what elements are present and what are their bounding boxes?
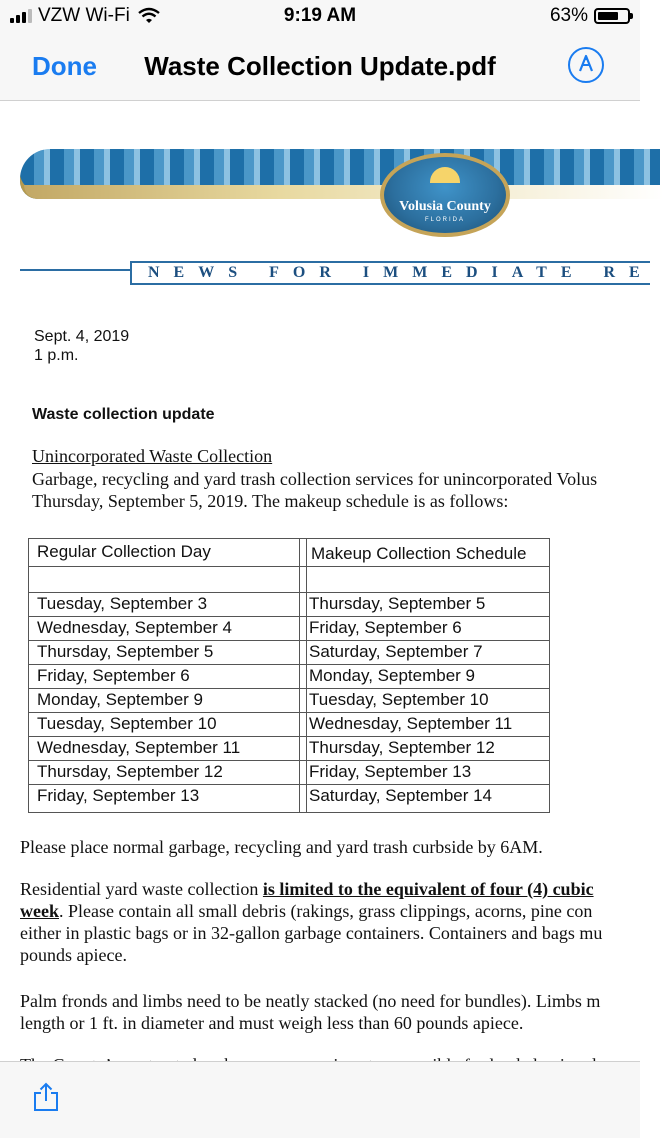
regular-day-cell: Tuesday, September 10 (37, 714, 217, 733)
table-row (29, 616, 549, 641)
schedule-table (28, 538, 550, 813)
palm-line-2: length or 1 ft. in diameter and must weigh less than 60 pounds apiece. (20, 1013, 524, 1033)
makeup-day-cell: Monday, September 9 (309, 666, 475, 685)
regular-day-cell: Tuesday, September 3 (37, 594, 208, 613)
makeup-day-cell: Thursday, September 5 (309, 594, 486, 613)
table-row (29, 712, 549, 737)
table-row (29, 664, 549, 689)
makeup-day-cell: Wednesday, September 11 (309, 714, 513, 733)
makeup-day-cell: Tuesday, September 10 (309, 690, 489, 709)
table-blank-row (29, 566, 549, 593)
regular-day-cell: Thursday, September 5 (37, 642, 214, 661)
makeup-day-cell: Saturday, September 14 (309, 786, 493, 805)
regular-day-cell: Friday, September 13 (37, 786, 200, 805)
makeup-day-cell: Friday, September 13 (309, 762, 472, 781)
table-row (29, 640, 549, 665)
sun-icon (430, 167, 460, 183)
banner-rule (20, 269, 132, 271)
residential-line-2 (20, 900, 592, 922)
residential-line-1 (20, 878, 594, 900)
table-row (29, 784, 549, 812)
status-bar (0, 0, 640, 34)
intro-line-1: Garbage, recycling and yard trash collection services for unincorporated Volus (32, 469, 598, 489)
makeup-day-cell: Thursday, September 12 (309, 738, 495, 757)
table-header-row (29, 539, 549, 567)
county-seal-logo (380, 153, 510, 237)
share-icon[interactable] (32, 1082, 60, 1112)
pdf-page[interactable] (0, 101, 654, 1061)
table-row (29, 592, 549, 617)
residential-text: . Please contain all small debris (rakings, grass clippings, acorns, pine con (59, 901, 593, 921)
regular-day-cell: Wednesday, September 11 (37, 738, 241, 757)
release-date: Sept. 4, 2019 (34, 328, 130, 345)
done-button[interactable]: Done (32, 51, 97, 81)
residential-week-text: week (20, 901, 59, 921)
regular-day-cell: Friday, September 6 (37, 666, 190, 685)
battery-status (550, 5, 630, 27)
palm-line-1: Palm fronds and limbs need to be neatly stacked (no need for bundles). Limbs m (20, 991, 601, 1011)
nav-bar (0, 34, 640, 101)
makeup-day-cell: Saturday, September 7 (309, 642, 483, 661)
battery-icon (594, 8, 630, 24)
regular-day-cell: Wednesday, September 4 (37, 618, 232, 637)
news-banner: NEWS FOR IMMEDIATE RE (130, 261, 650, 285)
battery-percent: 63% (549, 5, 588, 26)
residential-text: Residential yard waste collection (20, 879, 263, 899)
header-regular-day: Regular Collection Day (37, 542, 211, 561)
bottom-toolbar (0, 1061, 640, 1138)
table-row (29, 736, 549, 761)
seal-text: Volusia County (399, 199, 491, 214)
press-heading: Waste collection update (32, 406, 215, 423)
residential-line-4: pounds apiece. (20, 945, 127, 965)
regular-day-cell: Monday, September 9 (37, 690, 203, 709)
regular-day-cell: Thursday, September 12 (37, 762, 223, 781)
residential-line-3: either in plastic bags or in 32-gallon garbage containers. Containers and bags mu (20, 923, 603, 943)
release-time: 1 p.m. (34, 347, 79, 364)
carrier-label: VZW Wi-Fi (38, 5, 130, 26)
table-row (29, 688, 549, 713)
seal-subtext: FLORIDA (424, 217, 465, 223)
markup-pen-icon[interactable] (568, 47, 604, 83)
header-makeup-schedule: Makeup Collection Schedule (311, 544, 527, 563)
letterhead-swoosh (24, 185, 664, 199)
intro-line-2: Thursday, September 5, 2019. The makeup schedule is as follows: (32, 491, 509, 511)
document-title: Waste Collection Update.pdf (144, 51, 496, 81)
section-subheading: Unincorporated Waste Collection (32, 446, 273, 466)
makeup-day-cell: Friday, September 6 (309, 618, 462, 637)
status-time: 9:19 AM (283, 5, 357, 26)
table-row (29, 760, 549, 785)
curbside-note: Please place normal garbage, recycling and yard trash curbside by 6AM. (20, 837, 543, 857)
residential-limit-text: is limited to the equivalent of four (4) cubic (262, 879, 594, 899)
